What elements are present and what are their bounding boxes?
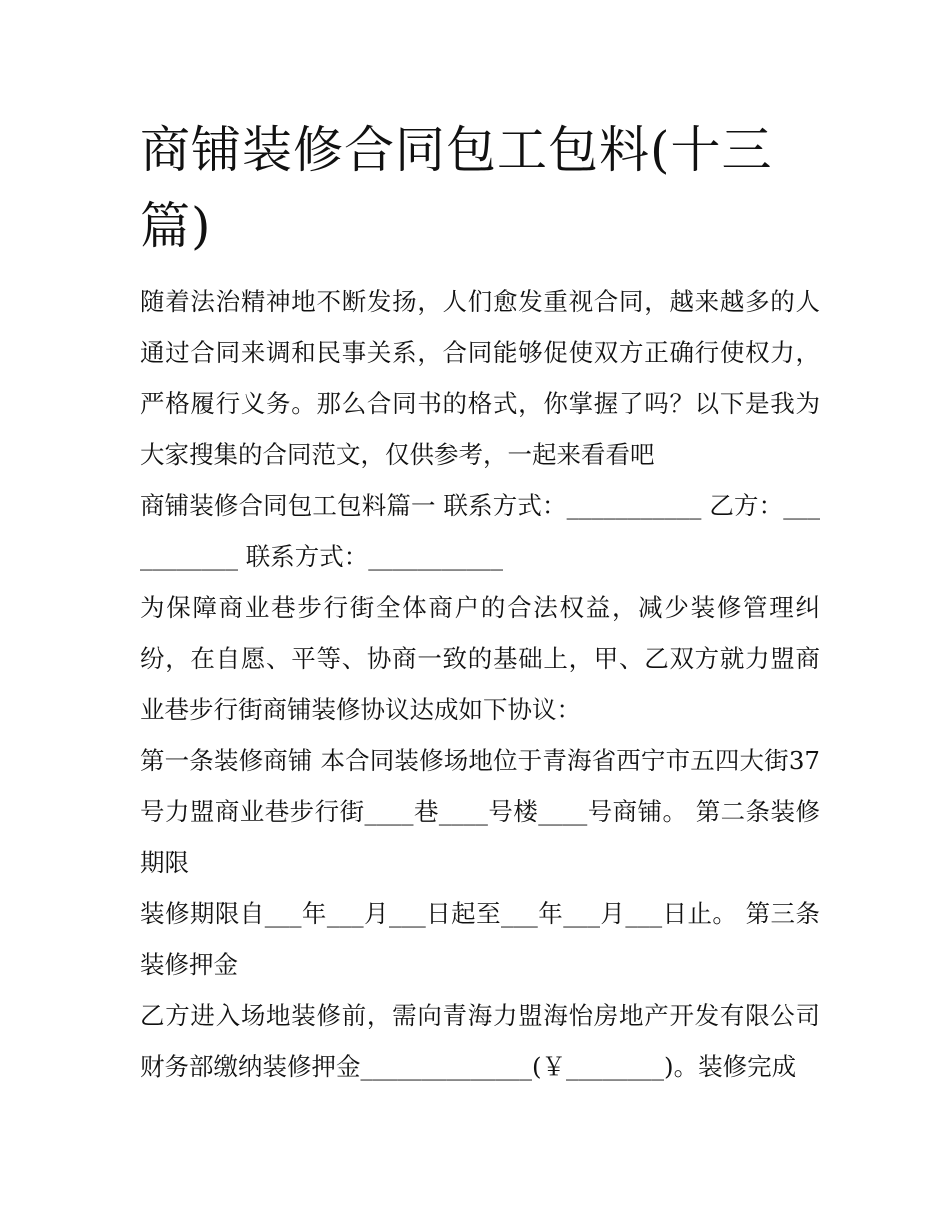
intro-paragraph: 随着法治精神地不断发扬，人们愈发重视合同，越来越多的人通过合同来调和民事关系，合同能够促使双方正确行使权力，严格履行义务。那么合同书的格式，你掌握了吗？以下是我为大家搜集的合同范文，仅供参考，一起来看看吧 (140, 287, 820, 469)
period-paragraph: 装修期限自___年___月___日起至___年___月___日止。 第三条装修押金 (140, 899, 820, 979)
deposit-paragraph: 乙方进入场地装修前，需向青海力盟海怡房地产开发有限公司财务部缴纳装修押金______________(￥________)。装修完成 (140, 1001, 820, 1081)
purpose-paragraph: 为保障商业巷步行街全体商户的合法权益，减少装修管理纠纷，在自愿、平等、协商一致的基础上，甲、乙双方就力盟商业巷步行街商铺装修协议达成如下协议： (140, 593, 820, 724)
article-one-paragraph: 第一条装修商铺 本合同装修场地位于青海省西宁市五四大街37号力盟商业巷步行街____巷____号楼____号商铺。 第二条装修期限 (140, 746, 820, 877)
contact-paragraph: 商铺装修合同包工包料篇一 联系方式：___________ 乙方：___________ 联系方式：___________ (140, 491, 820, 571)
document-body (140, 276, 820, 1092)
document-title: 商铺装修合同包工包料(十三篇) (140, 121, 773, 255)
